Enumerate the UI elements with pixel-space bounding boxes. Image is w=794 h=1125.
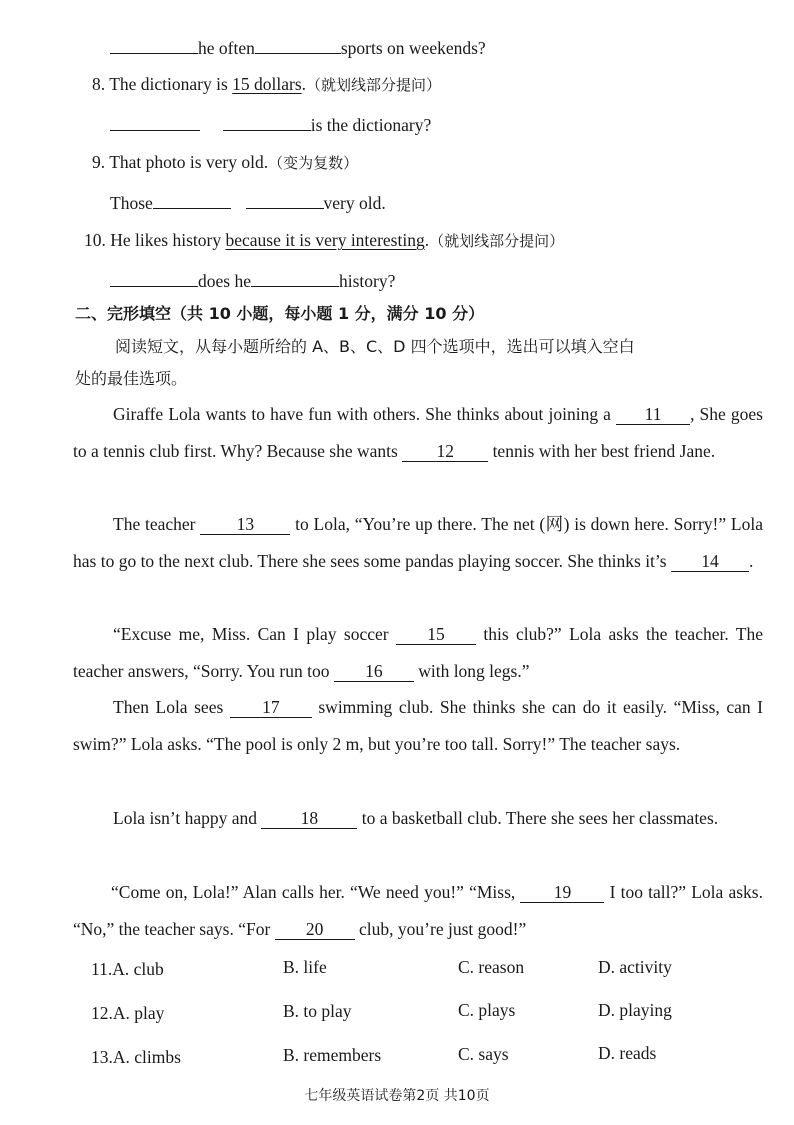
q9-blank-1[interactable] [153,190,231,209]
passage-paragraph-6: “Come on, Lola!” Alan calls her. “We need you!” “Miss, 19 I too tall?” Lola asks. “No,” the teacher says. “For 20 club, you’re just good!” [73,882,763,939]
blank-20[interactable]: 20 [275,919,355,940]
passage-paragraph-5: Lola isn’t happy and 18 to a basketball club. There she sees her classmates. [113,808,719,828]
blank-12[interactable]: 12 [402,441,488,462]
option-11-b[interactable]: B. life [283,957,327,977]
q10-underlined: because it is very interesting [225,230,425,250]
option-13-b[interactable]: B. remembers [283,1045,382,1065]
q9-blank-2[interactable] [246,190,324,209]
option-12-a[interactable]: 12.A. play [91,1003,165,1023]
q8-blank-2[interactable] [223,112,311,131]
blank-16[interactable]: 16 [334,661,414,682]
q8-answer-line: is the dictionary? [110,112,431,136]
q8-question: 8. The dictionary is 15 dollars.（就划线部分提问） [92,74,442,94]
blank-14[interactable]: 14 [671,551,749,572]
section-2-instruction-2: 处的最佳选项。 [75,369,188,388]
q10-question: 10. He likes history because it is very interesting.（就划线部分提问） [84,230,565,250]
option-13-a[interactable]: 13.A. climbs [91,1047,181,1067]
option-11-c[interactable]: C. reason [458,957,525,977]
option-11-a[interactable]: 11.A. club [91,959,164,979]
q7-line: he often sports on weekends? [110,35,486,59]
blank-15[interactable]: 15 [396,624,476,645]
section-2-instruction-1: 阅读短文，从每小题所给的 A、B、C、D 四个选项中，选出可以填入空白 [115,337,635,356]
q10-blank-1[interactable] [110,268,198,287]
q7-blank-2[interactable] [255,35,341,54]
option-13-d[interactable]: D. reads [598,1043,657,1063]
option-11-d[interactable]: D. activity [598,957,672,977]
blank-17[interactable]: 17 [230,697,312,718]
q10-answer-line: does he history? [110,268,395,292]
blank-19[interactable]: 19 [520,882,604,903]
page-footer: 七年级英语试卷第2页 共10页 [304,1088,490,1104]
option-12-b[interactable]: B. to play [283,1001,352,1021]
section-2-heading: 二、完形填空（共 10 小题，每小题 1 分，满分 10 分） [75,304,485,323]
blank-11[interactable]: 11 [616,404,690,425]
q8-blank-1[interactable] [110,112,200,131]
passage-paragraph-1: Giraffe Lola wants to have fun with others. She thinks about joining a 11 , She goes to a tennis club first. Why? Because she wants 12 tennis with her best friend Jane. [73,404,763,461]
option-12-d[interactable]: D. playing [598,1000,672,1020]
q10-blank-2[interactable] [251,268,339,287]
q9-answer-line: Those very old. [110,190,386,214]
q7-blank-1[interactable] [110,35,198,54]
passage-paragraph-2: The teacher 13 to Lola, “You’re up there. The net (网) is down here. Sorry!” Lola has to go to the next club. There she sees some pandas playing soccer. She thinks it’s 14 . [73,514,763,571]
option-12-c[interactable]: C. plays [458,1000,516,1020]
q8-underlined: 15 dollars [232,74,302,94]
option-13-c[interactable]: C. says [458,1044,509,1064]
passage-paragraph-4: Then Lola sees 17 swimming club. She thinks she can do it easily. “Miss, can I swim?” Lola asks. “The pool is only 2 m, but you’re too tall. Sorry!” The teacher says. [73,697,763,754]
blank-18[interactable]: 18 [261,808,357,829]
q9-question: 9. That photo is very old.（变为复数） [92,152,359,172]
blank-13[interactable]: 13 [200,514,290,535]
passage-paragraph-3: “Excuse me, Miss. Can I play soccer 15 this club?” Lola asks the teacher. The teacher answers, “Sorry. You run too 16 with long legs.” [73,624,763,681]
